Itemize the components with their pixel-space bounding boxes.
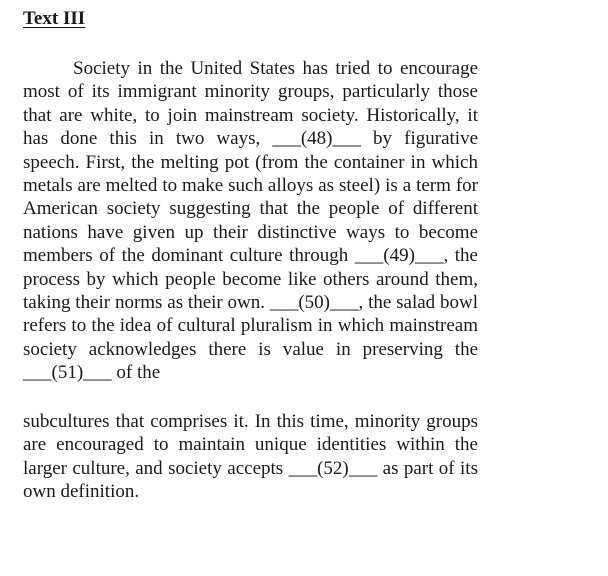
passage-text: Society in the United States has tried to encourage most of its immigrant minority groups, particularly those that are white, to join mainstream society. Historically, it has done this in two ways,: [23, 58, 478, 150]
passage-text: the salad bowl refers to the idea of cultural pluralism in which mainstream society acknowledges there is value in preserving the: [23, 292, 478, 360]
passage-text: subcultures that comprises it. In this time, minority groups are encouraged to maintain unique identities within the larger culture, and society accepts: [23, 411, 478, 479]
blank-50: ___(50)___,: [269, 292, 364, 314]
blank-52: ___(52)___: [288, 457, 378, 479]
section-title: Text III: [23, 8, 86, 29]
passage-paragraph-2: [23, 410, 478, 504]
blank-49: ___(49)___,: [354, 245, 449, 267]
blank-51: ___(51)___: [23, 362, 112, 384]
passage-text: as part of its own definition.: [23, 457, 478, 503]
passage-text: of the: [111, 362, 161, 384]
passage-text: by figurative speech. First, the melting pot (from the container in which metals are melted to make such alloys as steel) is a term for American society suggesting that the people of different nations have given up their distinctive ways to become members of the dominant culture through: [23, 128, 478, 267]
passage-paragraph-1: [23, 57, 478, 385]
blank-48: ___(48)___: [272, 128, 361, 150]
passage-text: the process by which people become like others around them, taking their norms as their own.: [23, 245, 478, 314]
